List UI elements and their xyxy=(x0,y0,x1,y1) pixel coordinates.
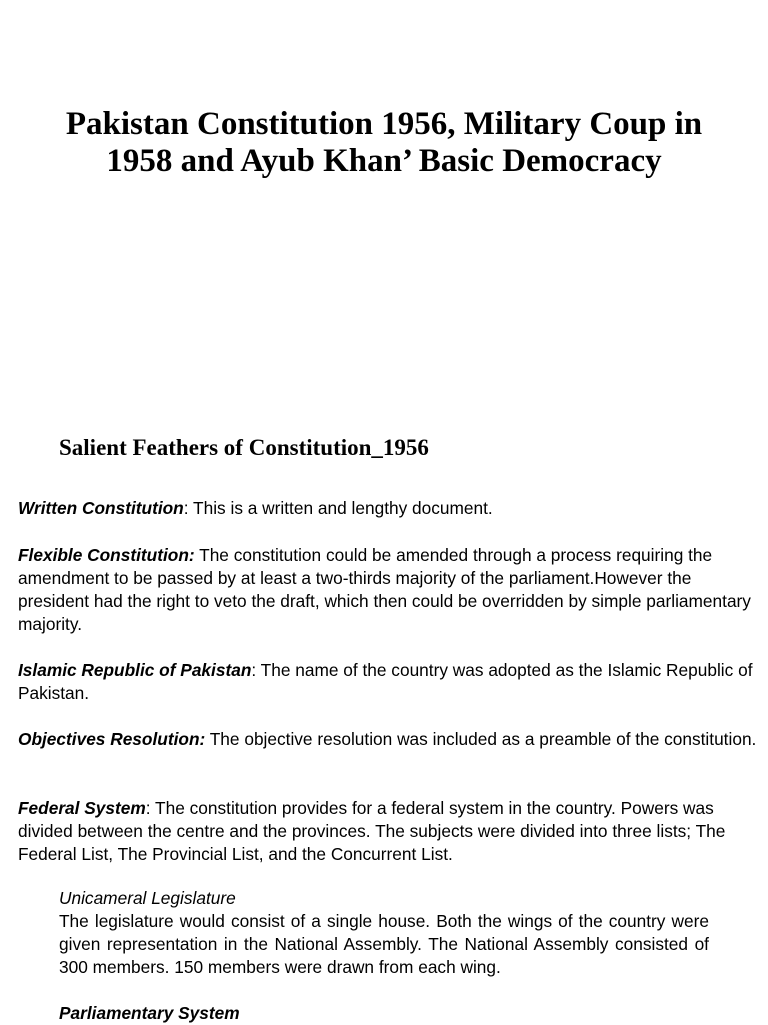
paragraph-term: Flexible Constitution: xyxy=(18,545,195,565)
paragraph-term: Federal System xyxy=(18,798,146,818)
paragraph-islamic-republic xyxy=(18,659,764,705)
section-heading: Salient Feathers of Constitution_1956 xyxy=(59,435,429,460)
paragraph-term: Objectives Resolution: xyxy=(18,729,206,749)
paragraph-text: : The name of the country was adopted as the Islamic Republic of Pakistan. xyxy=(18,660,753,704)
paragraph-written-constitution xyxy=(18,497,764,520)
subsection-heading-parliamentary: Parliamentary System xyxy=(59,1003,240,1023)
subsection-text-unicameral: The legislature would consist of a single house. Both the wings of the country were given representation in the National Assembly. The National Assembly consisted of 300 members. 150 members were drawn from each wing. xyxy=(59,911,709,978)
document-title: Pakistan Constitution 1956, Military Coup in 1958 and Ayub Khan’ Basic Democracy xyxy=(65,106,703,179)
subsection-heading-unicameral: Unicameral Legislature xyxy=(59,888,236,908)
paragraph-federal-system xyxy=(18,797,764,866)
paragraph-text: The objective resolution was included as a preamble of the constitution. xyxy=(205,729,757,749)
paragraph-flexible-constitution xyxy=(18,544,764,636)
paragraph-text: : The constitution provides for a federal system in the country. Powers was divided between the centre and the provinces. The subjects were divided into three lists; The Federal List, The Provincial List, and the Concurrent List. xyxy=(18,798,726,865)
paragraph-text: : This is a written and lengthy document. xyxy=(183,498,493,518)
paragraph-term: Written Constitution xyxy=(18,498,184,518)
paragraph-term: Islamic Republic of Pakistan xyxy=(18,660,252,680)
paragraph-text: The constitution could be amended through a process requiring the amendment to be passed by at least a two-thirds majority of the parliament.However the president had the right to veto the draft, which then could be overridden by simple parliamentary majority. xyxy=(18,545,751,635)
paragraph-objectives-resolution xyxy=(18,728,764,751)
